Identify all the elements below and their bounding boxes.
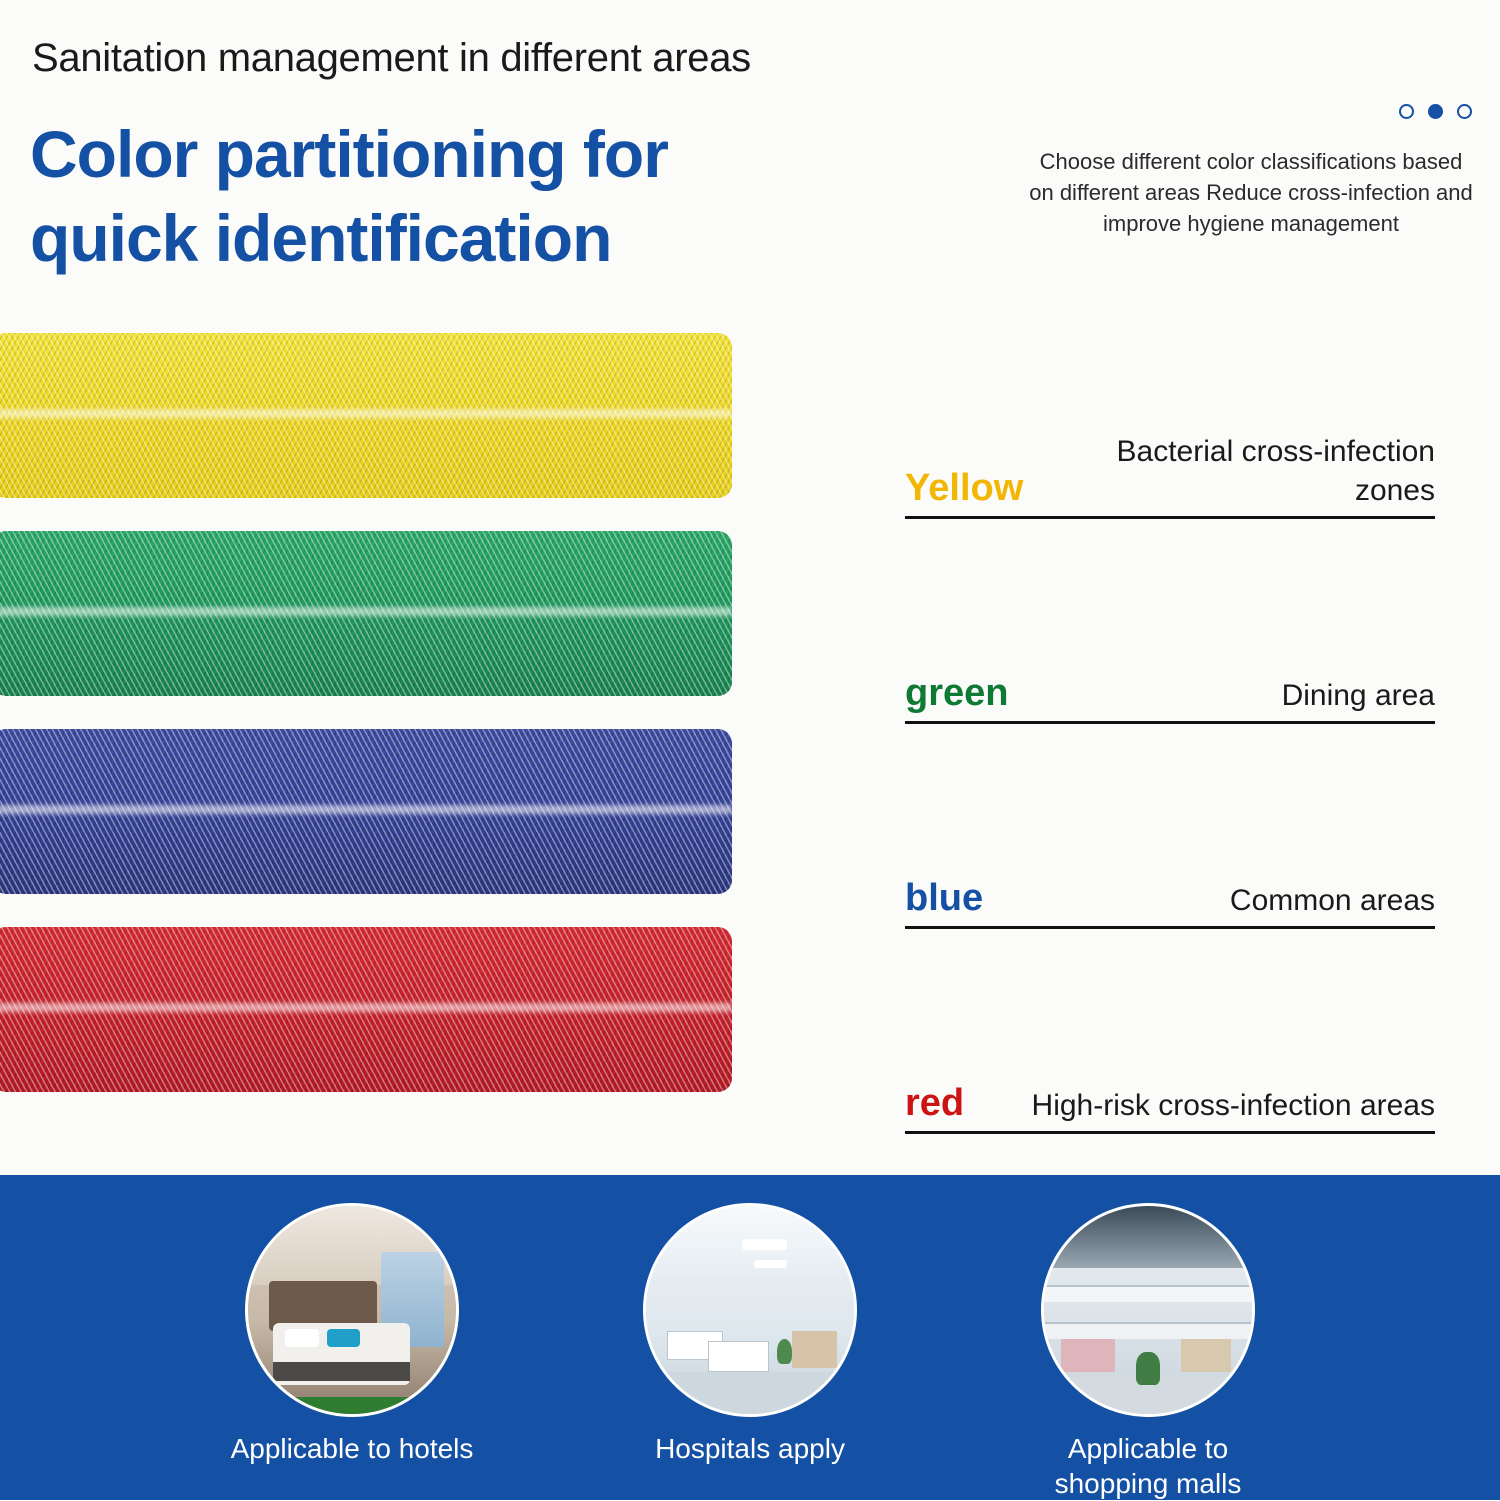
eyebrow-text: Sanitation management in different areas: [32, 36, 751, 80]
pager-dot-1[interactable]: [1399, 104, 1414, 119]
application-label-mall: Applicable to shopping malls: [1054, 1433, 1242, 1499]
red-strip: [0, 927, 732, 1092]
legend-row-green: [905, 557, 1435, 762]
legend-row-yellow: [905, 352, 1435, 557]
application-item-hotel: [227, 1203, 477, 1501]
fabric-texture-yellow: [0, 333, 732, 498]
pager-dot-2[interactable]: [1428, 104, 1443, 119]
legend-key-green: green: [905, 672, 1009, 715]
legend-value-blue: Common areas: [1229, 883, 1435, 917]
legend-key-yellow: Yellow: [905, 467, 1024, 510]
carousel-pager[interactable]: [1399, 104, 1472, 119]
shopping-mall-photo: [1041, 1203, 1255, 1417]
application-item-mall: [1023, 1203, 1273, 1501]
application-item-hospital: [625, 1203, 875, 1501]
hotel-room-photo: [245, 1203, 459, 1417]
fabric-texture-red: [0, 927, 732, 1092]
legend-key-blue: blue: [905, 877, 984, 920]
hospital-ward-photo: [643, 1203, 857, 1417]
yellow-strip: [0, 333, 732, 498]
legend-key-red: red: [905, 1082, 965, 1125]
fabric-texture-blue: [0, 729, 732, 894]
blue-strip: [0, 729, 732, 894]
legend-row-red: [905, 967, 1435, 1172]
application-label-hospital: Hospitals apply: [655, 1433, 845, 1464]
pager-dot-3[interactable]: [1457, 104, 1472, 119]
legend-row-blue: [905, 762, 1435, 967]
fabric-texture-green: [0, 531, 732, 696]
swatch-list: [0, 333, 732, 1125]
application-label-hotel: Applicable to hotels: [230, 1433, 474, 1464]
legend-value-yellow: Bacterial cross-infection zones: [1116, 435, 1435, 507]
application-list: [0, 1203, 1500, 1501]
legend-value-green: Dining area: [1281, 678, 1435, 712]
green-strip: [0, 531, 732, 696]
application-footer: [0, 1175, 1500, 1500]
legend-value-red: High-risk cross-infection areas: [1031, 1088, 1435, 1122]
legend-list: [905, 352, 1435, 1172]
page-title: Color partitioning for quick identification: [30, 117, 668, 276]
header-subcopy: Choose different color classifications based on different areas Reduce cross-infection and improve hygiene management: [1029, 149, 1473, 237]
